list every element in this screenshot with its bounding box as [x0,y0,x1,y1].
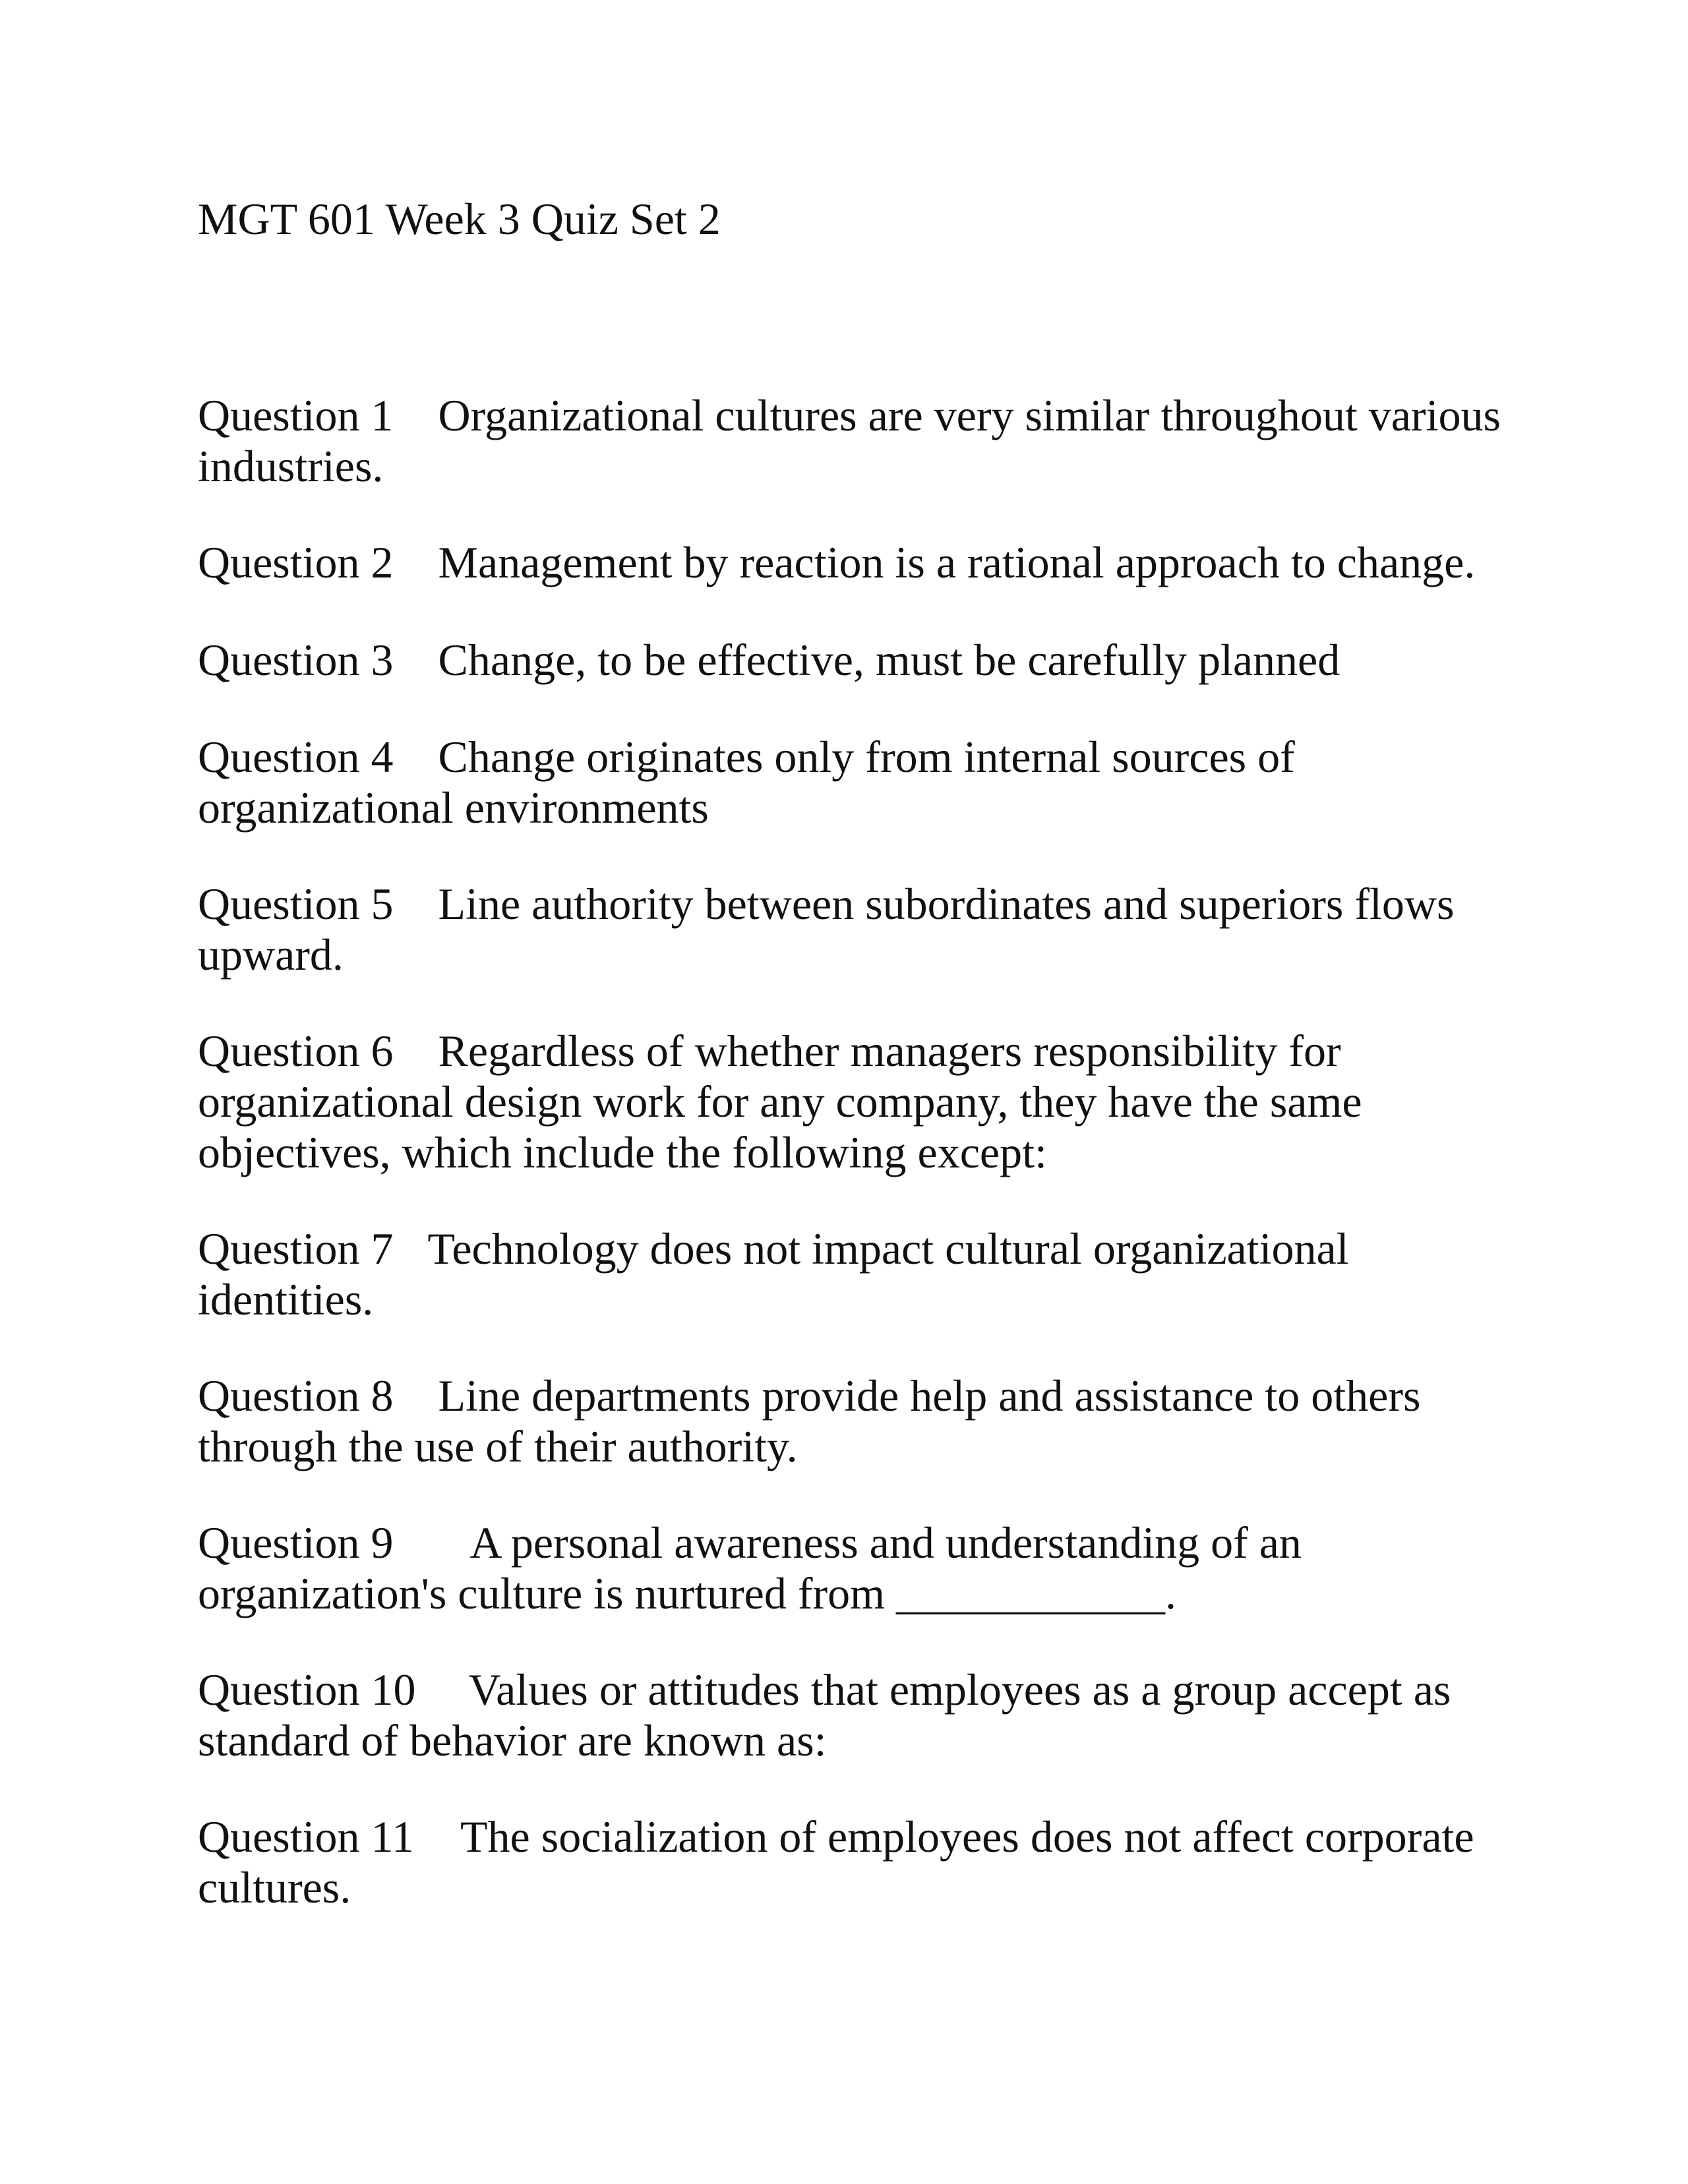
question-text: Regardless of whether managers responsibility for organizational design work for any company, they have the same objectives, which include the following except: [198,1026,1362,1177]
question-label: Question 7 [198,1224,394,1274]
question-8 [198,1371,1503,1472]
question-label: Question 1 [198,390,394,440]
question-7 [198,1224,1503,1325]
question-text: Technology does not impact cultural organizational identities. [198,1224,1349,1324]
question-10 [198,1665,1503,1766]
question-2 [198,537,1503,588]
question-4 [198,732,1503,833]
question-text: Line departments provide help and assistance to others through the use of their authority. [198,1371,1421,1471]
question-11 [198,1812,1503,1913]
question-3 [198,635,1503,686]
question-text: Values or attitudes that employees as a group accept as standard of behavior are known as: [198,1665,1451,1765]
document-title: MGT 601 Week 3 Quiz Set 2 [198,194,721,244]
question-label: Question 4 [198,732,394,782]
question-label: Question 3 [198,635,394,685]
question-5 [198,879,1503,980]
question-label: Question 8 [198,1371,394,1421]
question-label: Question 6 [198,1026,394,1076]
question-text: The socialization of employees does not affect corporate cultures. [198,1812,1474,1912]
question-text: Management by reaction is a rational approach to change. [438,537,1476,587]
question-text: Change originates only from internal sources of organizational environments [198,732,1295,833]
question-label: Question 10 [198,1665,416,1715]
question-label: Question 9 [198,1518,394,1568]
question-label: Question 2 [198,537,394,587]
question-1 [198,390,1503,492]
question-text: A personal awareness and understanding of an organization's culture is nurtured from ____________. [198,1518,1302,1618]
question-label: Question 5 [198,879,394,929]
question-text: Change, to be effective, must be carefully planned [438,635,1341,685]
question-text: Organizational cultures are very similar throughout various industries. [198,390,1501,491]
question-6 [198,1026,1503,1178]
question-text: Line authority between subordinates and superiors flows upward. [198,879,1455,980]
question-9 [198,1518,1503,1619]
question-label: Question 11 [198,1812,415,1862]
